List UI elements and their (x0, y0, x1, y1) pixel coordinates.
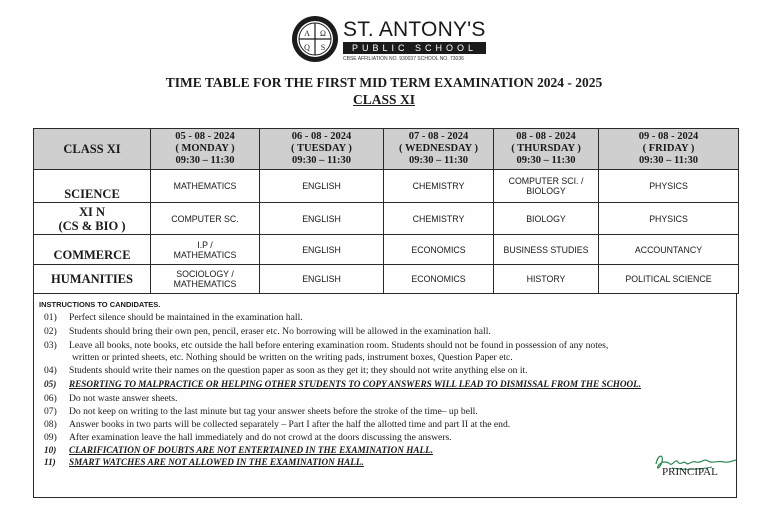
table-row (34, 170, 739, 203)
affiliation-number: CBSE AFFILIATION NO. 930037 SCHOOL NO. 73036 (343, 56, 464, 62)
day-name: ( MONDAY ) (175, 143, 235, 154)
page-subtitle (0, 92, 768, 108)
day-date: 06 - 08 - 2024 (291, 131, 352, 142)
instructions-heading: INSTRUCTIONS TO CANDIDATES. (39, 300, 161, 309)
emblem-letter-q: Q (304, 43, 310, 52)
day-name: ( WEDNESDAY ) (399, 143, 478, 154)
subject-line: SOCIOLOGY / (176, 269, 234, 279)
day-header (151, 129, 260, 170)
subject-cell (494, 170, 599, 203)
emblem-letter-s: S (320, 43, 326, 52)
subtitle-text: CLASS XI (353, 92, 415, 107)
class-cell: HUMANITIES (34, 265, 151, 294)
instruction-number: 02) (44, 326, 57, 337)
instruction-item (44, 379, 641, 390)
subject-cell: HISTORY (494, 265, 599, 294)
instruction-item (44, 419, 510, 430)
day-date: 05 - 08 - 2024 (175, 131, 235, 142)
instruction-item (44, 393, 177, 404)
instruction-item (44, 457, 364, 468)
table-row (34, 265, 739, 294)
school-logo (291, 15, 491, 67)
subject-cell: POLITICAL SCIENCE (599, 265, 739, 294)
instruction-item (44, 312, 303, 323)
day-name: ( TUESDAY ) (291, 143, 352, 154)
instruction-text: SMART WATCHES ARE NOT ALLOWED IN THE EXAMINATION HALL. (69, 457, 364, 467)
day-date: 09 - 08 - 2024 (638, 131, 699, 142)
instruction-item (44, 432, 452, 443)
day-date: 08 - 08 - 2024 (516, 131, 576, 142)
subject-cell: CHEMISTRY (384, 170, 494, 203)
instruction-text: Answer books in two parts will be collected separately – Part I after the half the allotted time and part II at the end. (69, 419, 511, 430)
subject-cell: ENGLISH (260, 203, 384, 235)
class-cell (34, 235, 151, 265)
timetable-header-row (34, 129, 739, 170)
instruction-text: Leave all books, note books, etc outside the hall before entering examination room. Students should not be found in possession of any notes, (69, 340, 609, 351)
instruction-number: 10) (44, 445, 57, 455)
subject-cell: COMPUTER SC. (151, 203, 260, 235)
school-subtitle: PUBLIC SCHOOL (343, 42, 486, 54)
subject-cell: ENGLISH (260, 170, 384, 203)
subject-line: I.P / (197, 239, 213, 250)
subject-cell (151, 265, 260, 294)
instruction-number: 08) (44, 419, 57, 430)
instruction-item (44, 365, 528, 376)
day-header (260, 129, 384, 170)
day-header (599, 129, 739, 170)
subject-line: BIOLOGY (526, 186, 566, 196)
table-row (34, 203, 739, 235)
instruction-text: Do not keep on writing to the last minute but tag your answer sheets before the stroke of the time– up bell. (69, 406, 478, 417)
instruction-text: Perfect silence should be maintained in the examination hall. (69, 312, 303, 323)
subject-cell: ECONOMICS (384, 235, 494, 265)
instruction-item (44, 326, 491, 337)
subject-line: MATHEMATICS (173, 249, 237, 260)
emblem-center: Ω (320, 29, 326, 38)
class-label-line1: XI N (78, 204, 106, 219)
day-name: ( THURSDAY ) (511, 143, 581, 154)
instruction-number: 07) (44, 406, 57, 417)
table-row (34, 235, 739, 265)
instruction-continuation: written or printed sheets, etc. Nothing should be written on the writing pads, instrument boxes, Question Paper etc. (72, 352, 513, 363)
subject-cell: BUSINESS STUDIES (494, 235, 599, 265)
subject-cell: PHYSICS (599, 203, 739, 235)
instruction-number: 11) (44, 457, 56, 467)
day-time: 09:30 – 11:30 (292, 155, 351, 166)
instruction-text: RESORTING TO MALPRACTICE OR HELPING OTHER STUDENTS TO COPY ANSWERS WILL LEAD TO DISMISSAL FROM THE SCHOOL. (69, 379, 642, 389)
class-label-line2: (CS & BIO ) (58, 218, 126, 233)
school-emblem-icon (291, 15, 339, 63)
day-time: 09:30 – 11:30 (175, 155, 235, 166)
subject-cell: PHYSICS (599, 170, 739, 203)
day-name: ( FRIDAY ) (642, 143, 695, 154)
instruction-item (44, 340, 608, 351)
day-time: 09:30 – 11:30 (516, 155, 576, 166)
class-cell (34, 170, 151, 203)
day-time: 09:30 – 11:30 (639, 155, 698, 166)
subject-cell: CHEMISTRY (384, 203, 494, 235)
instruction-text: Students should write their names on the question paper as soon as they get it; they should not write anything else on it. (69, 365, 528, 376)
instruction-number: 05) (44, 379, 57, 389)
subject-cell: MATHEMATICS (151, 170, 260, 203)
emblem-letter-a: A (304, 29, 310, 38)
subject-cell: ENGLISH (260, 235, 384, 265)
subject-cell: ACCOUNTANCY (599, 235, 739, 265)
day-header (384, 129, 494, 170)
timetable-corner: CLASS XI (34, 129, 151, 170)
subject-line: MATHEMATICS (173, 279, 237, 289)
class-label: SCIENCE (64, 187, 120, 201)
principal-label: PRINCIPAL (662, 466, 718, 478)
instruction-text: Students should bring their own pen, pencil, eraser etc. No borrowing will be allowed in the examination hall. (69, 326, 491, 337)
instruction-text: CLARIFICATION OF DOUBTS ARE NOT ENTERTAINED IN THE EXAMINATION HALL. (69, 445, 433, 455)
instruction-number: 01) (44, 312, 57, 323)
subject-cell (151, 235, 260, 265)
day-header (494, 129, 599, 170)
subject-cell: ECONOMICS (384, 265, 494, 294)
class-label: COMMERCE (53, 247, 131, 262)
subject-cell: ENGLISH (260, 265, 384, 294)
instruction-number: 06) (44, 393, 57, 404)
page-title: TIME TABLE FOR THE FIRST MID TERM EXAMINATION 2024 - 2025 (165, 75, 603, 90)
instruction-text: Do not waste answer sheets. (69, 393, 178, 404)
day-time: 09:30 – 11:30 (409, 155, 468, 166)
subject-cell: BIOLOGY (494, 203, 599, 235)
instruction-number: 03) (44, 340, 57, 351)
timetable (33, 128, 739, 294)
school-name: ST. ANTONY'S (343, 18, 486, 41)
instruction-item (44, 445, 433, 456)
day-date: 07 - 08 - 2024 (408, 131, 469, 142)
instruction-text: After examination leave the hall immediately and do not crowd at the doors discussing the answers. (69, 432, 452, 443)
instruction-number: 04) (44, 365, 57, 376)
instruction-number: 09) (44, 432, 57, 443)
class-cell (34, 203, 151, 235)
instruction-item (44, 406, 478, 417)
subject-line: COMPUTER SCI. / (508, 176, 584, 186)
